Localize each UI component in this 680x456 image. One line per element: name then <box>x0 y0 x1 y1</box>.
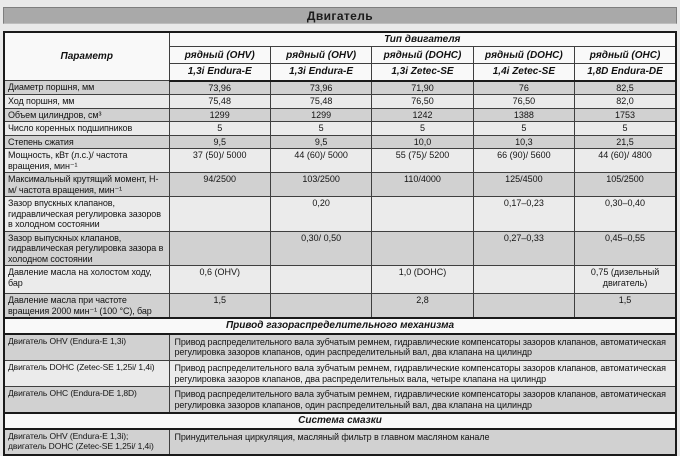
param-label: Диаметр поршня, мм <box>4 81 169 95</box>
lubrication-section-header: Система смазки <box>4 413 676 429</box>
engine-model-header: 1,8D Endura-DE <box>575 64 676 81</box>
table-row <box>4 387 676 414</box>
spec-value: 82,0 <box>575 95 676 109</box>
engine-layout-header: рядный (OHV) <box>270 47 371 64</box>
spec-value: 110/4000 <box>372 173 473 197</box>
engine-variant-description: Принудительная циркуляция, масляный фильтр в главном масляном канале <box>169 429 676 455</box>
spec-value: 0,20 <box>270 197 371 232</box>
table-row <box>4 266 676 294</box>
spec-value: 1299 <box>169 108 270 122</box>
table-row <box>4 108 676 122</box>
spec-value: 0,45–0,55 <box>575 231 676 266</box>
engine-spec-table <box>3 31 677 456</box>
spec-value: 5 <box>169 122 270 136</box>
table-row <box>4 294 676 319</box>
spec-value: 10,3 <box>473 135 574 149</box>
spec-value: 5 <box>473 122 574 136</box>
param-label: Максимальный крутящий момент, Н-м/ частота вращения, мин⁻¹ <box>4 173 169 197</box>
param-column-header: Параметр <box>4 32 169 81</box>
spec-value: 10,0 <box>372 135 473 149</box>
engine-variant-label: Двигатель OHC (Endura-DE 1,8D) <box>4 387 169 414</box>
spec-value: 0,6 (OHV) <box>169 266 270 294</box>
table-row <box>4 135 676 149</box>
spec-value: 73,96 <box>270 81 371 95</box>
param-label: Зазор выпускных клапанов, гидравлическая регулировка зазора в холодном состоянии <box>4 231 169 266</box>
spec-value: 105/2500 <box>575 173 676 197</box>
spec-value: 2,8 <box>372 294 473 319</box>
table-row <box>4 95 676 109</box>
table-row <box>4 149 676 173</box>
spec-value: 0,30/ 0,50 <box>270 231 371 266</box>
param-label: Объем цилиндров, см³ <box>4 108 169 122</box>
section-title: Двигатель <box>306 8 374 23</box>
engine-model-header: 1,3i Endura-E <box>169 64 270 81</box>
spec-value: 21,5 <box>575 135 676 149</box>
table-row <box>4 197 676 232</box>
spec-value: 0,30–0,40 <box>575 197 676 232</box>
spec-value: 76,50 <box>473 95 574 109</box>
engine-variant-label: Двигатель DOHC (Zetec-SE 1,25i/ 1,4i) <box>4 360 169 386</box>
spec-value: 76,50 <box>372 95 473 109</box>
engine-model-header: 1,3i Zetec-SE <box>372 64 473 81</box>
lubrication-section <box>4 413 676 429</box>
spec-value <box>372 231 473 266</box>
engine-layout-header: рядный (DOHC) <box>372 47 473 64</box>
spec-value: 75,48 <box>270 95 371 109</box>
spec-value: 44 (60)/ 5000 <box>270 149 371 173</box>
table-row <box>4 122 676 136</box>
spec-value: 0,17–0,23 <box>473 197 574 232</box>
spec-value: 37 (50)/ 5000 <box>169 149 270 173</box>
spec-value: 76 <box>473 81 574 95</box>
timing-drive-section-header: Привод газораспределительного механизма <box>4 318 676 334</box>
spec-value: 1388 <box>473 108 574 122</box>
spec-value: 1753 <box>575 108 676 122</box>
engine-variant-description: Привод распределительного вала зубчатым ремнем, гидравлические компенсаторы зазоров клапанов, автоматическая регулировка зазоров клапанов, один распределительный вал, два клапана на цилиндр <box>169 334 676 361</box>
spec-value: 9,5 <box>270 135 371 149</box>
engine-layout-header: рядный (OHV) <box>169 47 270 64</box>
spec-value: 0,27–0,33 <box>473 231 574 266</box>
param-label: Давление масла на холостом ходу, бар <box>4 266 169 294</box>
table-row <box>4 429 676 455</box>
spec-value: 1,5 <box>575 294 676 319</box>
table-row <box>4 81 676 95</box>
spec-value: 1,5 <box>169 294 270 319</box>
spec-value <box>169 197 270 232</box>
spec-value: 44 (60)/ 4800 <box>575 149 676 173</box>
spec-value: 73,96 <box>169 81 270 95</box>
spec-value: 125/4500 <box>473 173 574 197</box>
spec-value <box>473 294 574 319</box>
param-label: Зазор впускных клапанов, гидравлическая регулировка зазоров в холодном состоянии <box>4 197 169 232</box>
spec-value: 5 <box>372 122 473 136</box>
spec-value: 9,5 <box>169 135 270 149</box>
timing-drive-section <box>4 318 676 334</box>
spec-value: 82,5 <box>575 81 676 95</box>
param-label: Ход поршня, мм <box>4 95 169 109</box>
spec-value: 55 (75)/ 5200 <box>372 149 473 173</box>
spec-value: 5 <box>270 122 371 136</box>
spec-value: 94/2500 <box>169 173 270 197</box>
engine-type-header: Тип двигателя <box>169 32 676 47</box>
spec-value: 0,75 (дизельный двигатель) <box>575 266 676 294</box>
param-label: Степень сжатия <box>4 135 169 149</box>
engine-layout-header: рядный (OHC) <box>575 47 676 64</box>
engine-variant-label: Двигатель OHV (Endura-E 1,3i) <box>4 334 169 361</box>
engine-variant-description: Привод распределительного вала зубчатым ремнем, гидравлические компенсаторы зазоров клапанов, автоматическая регулировка зазоров клапанов, один распределительный вал, два клапана на цилиндр <box>169 387 676 414</box>
spec-value: 1299 <box>270 108 371 122</box>
spec-value <box>473 266 574 294</box>
param-label: Число коренных подшипников <box>4 122 169 136</box>
engine-model-header: 1,4i Zetec-SE <box>473 64 574 81</box>
param-label: Мощность, кВт (л.с.)/ частота вращения, мин⁻¹ <box>4 149 169 173</box>
engine-layout-header: рядный (DOHC) <box>473 47 574 64</box>
spec-value: 103/2500 <box>270 173 371 197</box>
engine-variant-label: Двигатель OHV (Endura-E 1,3i); двигатель DOHC (Zetec-SE 1,25i/ 1,4i) <box>4 429 169 455</box>
table-row <box>4 360 676 386</box>
engine-model-header: 1,3i Endura-E <box>270 64 371 81</box>
spec-value: 66 (90)/ 5600 <box>473 149 574 173</box>
spec-value: 5 <box>575 122 676 136</box>
spec-value: 1,0 (DOHC) <box>372 266 473 294</box>
table-row <box>4 231 676 266</box>
param-label: Давление масла при частоте вращения 2000 мин⁻¹ (100 °C), бар <box>4 294 169 319</box>
spec-value <box>270 266 371 294</box>
table-row <box>4 334 676 361</box>
spec-value <box>270 294 371 319</box>
spec-value <box>372 197 473 232</box>
engine-variant-description: Привод распределительного вала зубчатым ремнем, гидравлические компенсаторы зазоров клапанов, автоматическая регулировка зазоров клапанов, два распределительных вала, четыре клапана на цилиндр <box>169 360 676 386</box>
section-title-bar <box>3 7 677 24</box>
spec-value: 75,48 <box>169 95 270 109</box>
spec-value: 71,90 <box>372 81 473 95</box>
table-row <box>4 173 676 197</box>
spec-value: 1242 <box>372 108 473 122</box>
spec-value <box>169 231 270 266</box>
